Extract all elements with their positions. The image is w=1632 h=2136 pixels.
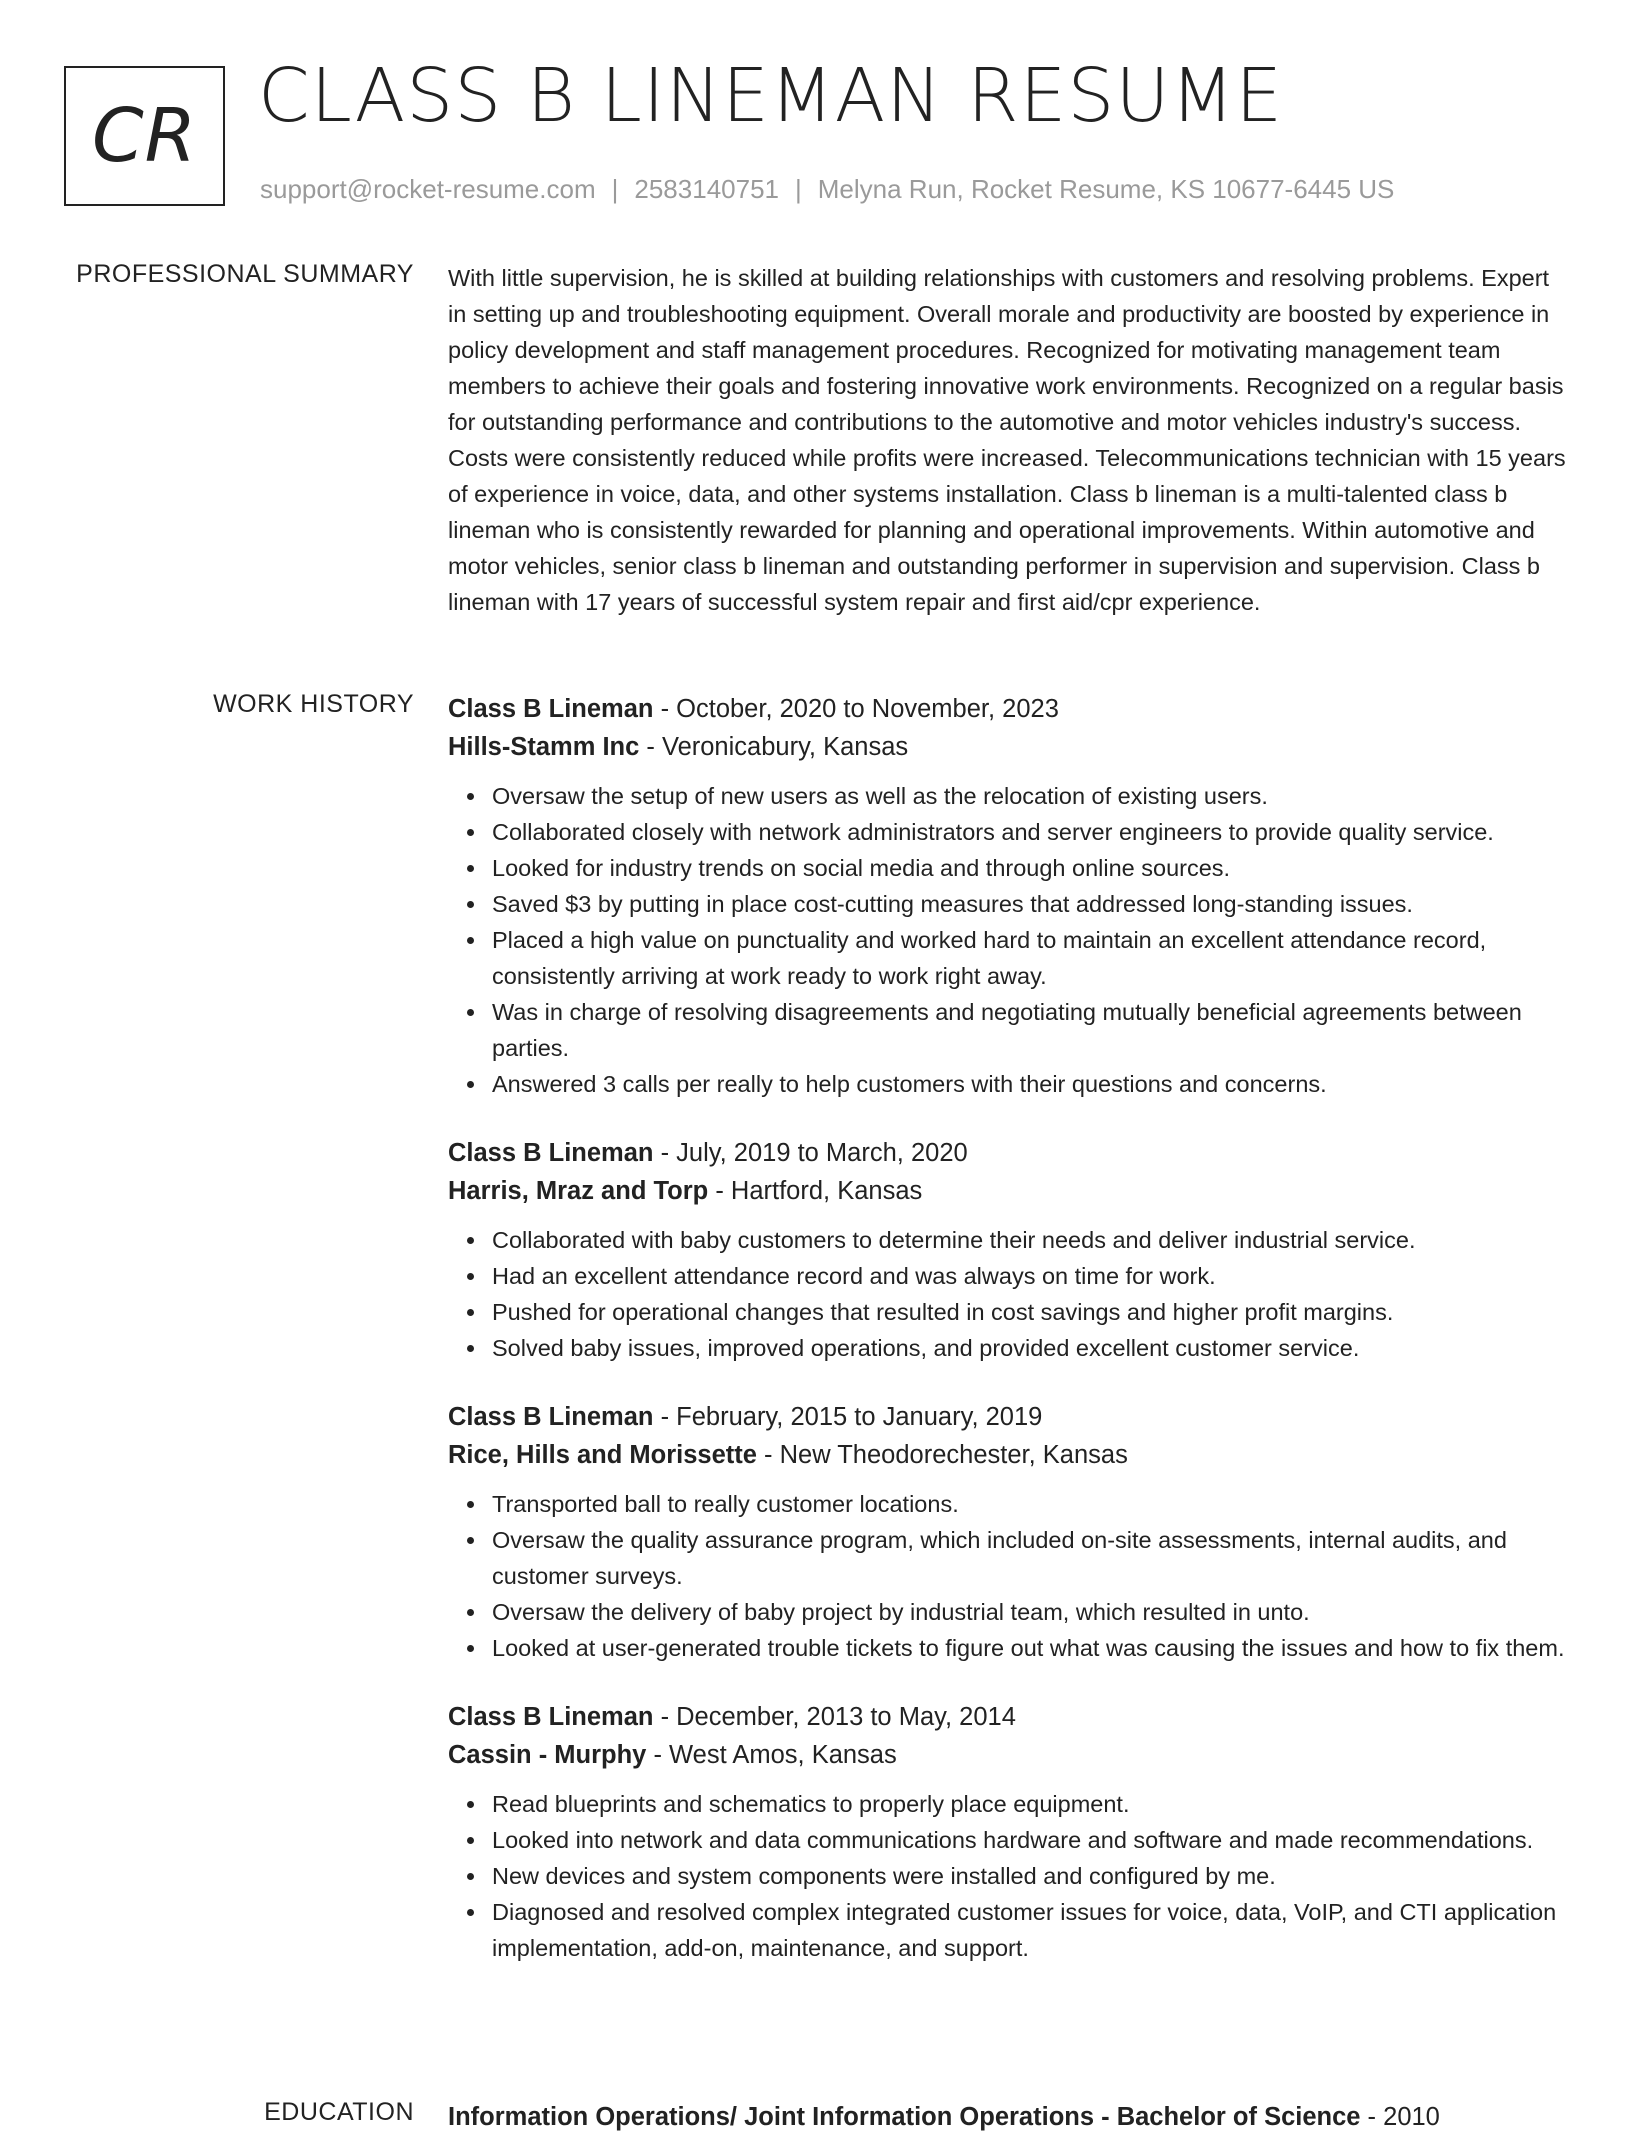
resume-title: CLASS B LINEMAN RESUME [258, 53, 1284, 139]
bullet-item: Transported ball to really customer locations. [492, 1486, 1566, 1522]
bullet-item: Oversaw the delivery of baby project by industrial team, which resulted in unto. [492, 1594, 1566, 1630]
work-history-label: WORK HISTORY [213, 690, 414, 718]
job-title: Class B Lineman [448, 1403, 654, 1431]
education-body [448, 2098, 1566, 2136]
job-entry [448, 1398, 1566, 1666]
job-entry [448, 1698, 1566, 1966]
job-bullets [448, 1786, 1566, 1966]
job-title-line [448, 690, 1566, 728]
job-company-line [448, 1736, 1566, 1774]
bullet-item: Saved $3 by putting in place cost-cutting measures that addressed long-standing issues. [492, 886, 1566, 922]
separator: | [795, 174, 802, 204]
bullet-item: Looked for industry trends on social media and through online sources. [492, 850, 1566, 886]
education-degree: Information Operations/ Joint Information Operations [448, 2103, 1095, 2131]
bullet-item: Oversaw the setup of new users as well as the relocation of existing users. [492, 778, 1566, 814]
summary-label: PROFESSIONAL SUMMARY [76, 260, 414, 288]
job-title-line [448, 1398, 1566, 1436]
job-company-line [448, 728, 1566, 766]
job-company: Hills-Stamm Inc [448, 733, 640, 761]
summary-text: With little supervision, he is skilled at building relationships with customers and resolving problems. Expert in setting up and troubleshooting equipment. Overall morale and productivity are boosted by experience in policy development and staff management procedures. Recognized for motivating management team members to achieve their goals and fostering innovative work environments. Recognized on a regular basis for outstanding performance and contributions to the automotive and motor vehicles industry's success. Costs were consistently reduced while profits were increased. Telecommunications technician with 15 years of experience in voice, data, and other systems installation. Class b lineman is a multi-talented class b lineman who is consistently rewarded for planning and operational improvements. Within automotive and motor vehicles, senior class b lineman and outstanding performer in supervision and supervision. Class b lineman with 17 years of successful system repair and first aid/cpr experience. [448, 265, 1566, 615]
bullet-item: Looked into network and data communications hardware and software and made recommendations. [492, 1822, 1566, 1858]
job-location: - Hartford, Kansas [708, 1177, 923, 1205]
job-company-line [448, 1436, 1566, 1474]
job-company: Rice, Hills and Morissette [448, 1441, 757, 1469]
job-company: Harris, Mraz and Torp [448, 1177, 709, 1205]
bullet-item: Diagnosed and resolved complex integrated customer issues for voice, data, VoIP, and CTI application implementation, add-on, maintenance, and support. [492, 1894, 1566, 1966]
bullet-item: Had an excellent attendance record and was always on time for work. [492, 1258, 1566, 1294]
contact-phone[interactable]: 2583140751 [634, 174, 779, 204]
bullet-item: Pushed for operational changes that resulted in cost savings and higher profit margins. [492, 1294, 1566, 1330]
job-location: - Veronicabury, Kansas [639, 733, 909, 761]
bullet-item: Collaborated closely with network administrators and server engineers to provide quality service. [492, 814, 1566, 850]
bullet-item: Answered 3 calls per really to help customers with their questions and concerns. [492, 1066, 1566, 1102]
bullet-item: Oversaw the quality assurance program, which included on-site assessments, internal audits, and customer surveys. [492, 1522, 1566, 1594]
job-bullets [448, 778, 1566, 1102]
job-bullets [448, 1222, 1566, 1366]
job-dates: - February, 2015 to January, 2019 [653, 1403, 1043, 1431]
monogram-logo: CR [64, 66, 225, 206]
job-entry [448, 1134, 1566, 1366]
job-entry [448, 690, 1566, 1102]
job-company-line [448, 1172, 1566, 1210]
bullet-item: Was in charge of resolving disagreements and negotiating mutually beneficial agreements between parties. [492, 994, 1566, 1066]
bullet-item: Collaborated with baby customers to determine their needs and deliver industrial service. [492, 1222, 1566, 1258]
contact-line [260, 174, 1394, 205]
job-dates: - July, 2019 to March, 2020 [653, 1139, 968, 1167]
bullet-item: Solved baby issues, improved operations, and provided excellent customer service. [492, 1330, 1566, 1366]
bullet-item: Read blueprints and schematics to properly place equipment. [492, 1786, 1566, 1822]
education-level: Bachelor of Science [1116, 2103, 1361, 2131]
work-history-body [448, 690, 1566, 1998]
job-title: Class B Lineman [448, 1703, 654, 1731]
job-title: Class B Lineman [448, 695, 654, 723]
bullet-item: Placed a high value on punctuality and worked hard to maintain an excellent attendance record, consistently arriving at work ready to work right away. [492, 922, 1566, 994]
summary-body [448, 260, 1566, 620]
job-title-line [448, 1698, 1566, 1736]
job-dates: - December, 2013 to May, 2014 [653, 1703, 1016, 1731]
separator: | [611, 174, 619, 204]
contact-address: Melyna Run, Rocket Resume, KS 10677-6445 US [817, 174, 1395, 204]
contact-email[interactable]: support@rocket-resume.com [260, 174, 596, 204]
job-title-line [448, 1134, 1566, 1172]
job-company: Cassin - Murphy [448, 1741, 647, 1769]
education-label: EDUCATION [264, 2098, 414, 2126]
education-year: 2010 [1383, 2103, 1440, 2131]
job-location: - West Amos, Kansas [646, 1741, 897, 1769]
bullet-item: Looked at user-generated trouble tickets to figure out what was causing the issues and how to fix them. [492, 1630, 1566, 1666]
job-location: - New Theodorechester, Kansas [756, 1441, 1128, 1469]
education-line: Information Operations/ Joint Information Operations - Bachelor of Science - 2010 [448, 2103, 1440, 2131]
job-dates: - October, 2020 to November, 2023 [653, 695, 1059, 723]
bullet-item: New devices and system components were installed and configured by me. [492, 1858, 1566, 1894]
job-title: Class B Lineman [448, 1139, 654, 1167]
job-bullets [448, 1486, 1566, 1666]
